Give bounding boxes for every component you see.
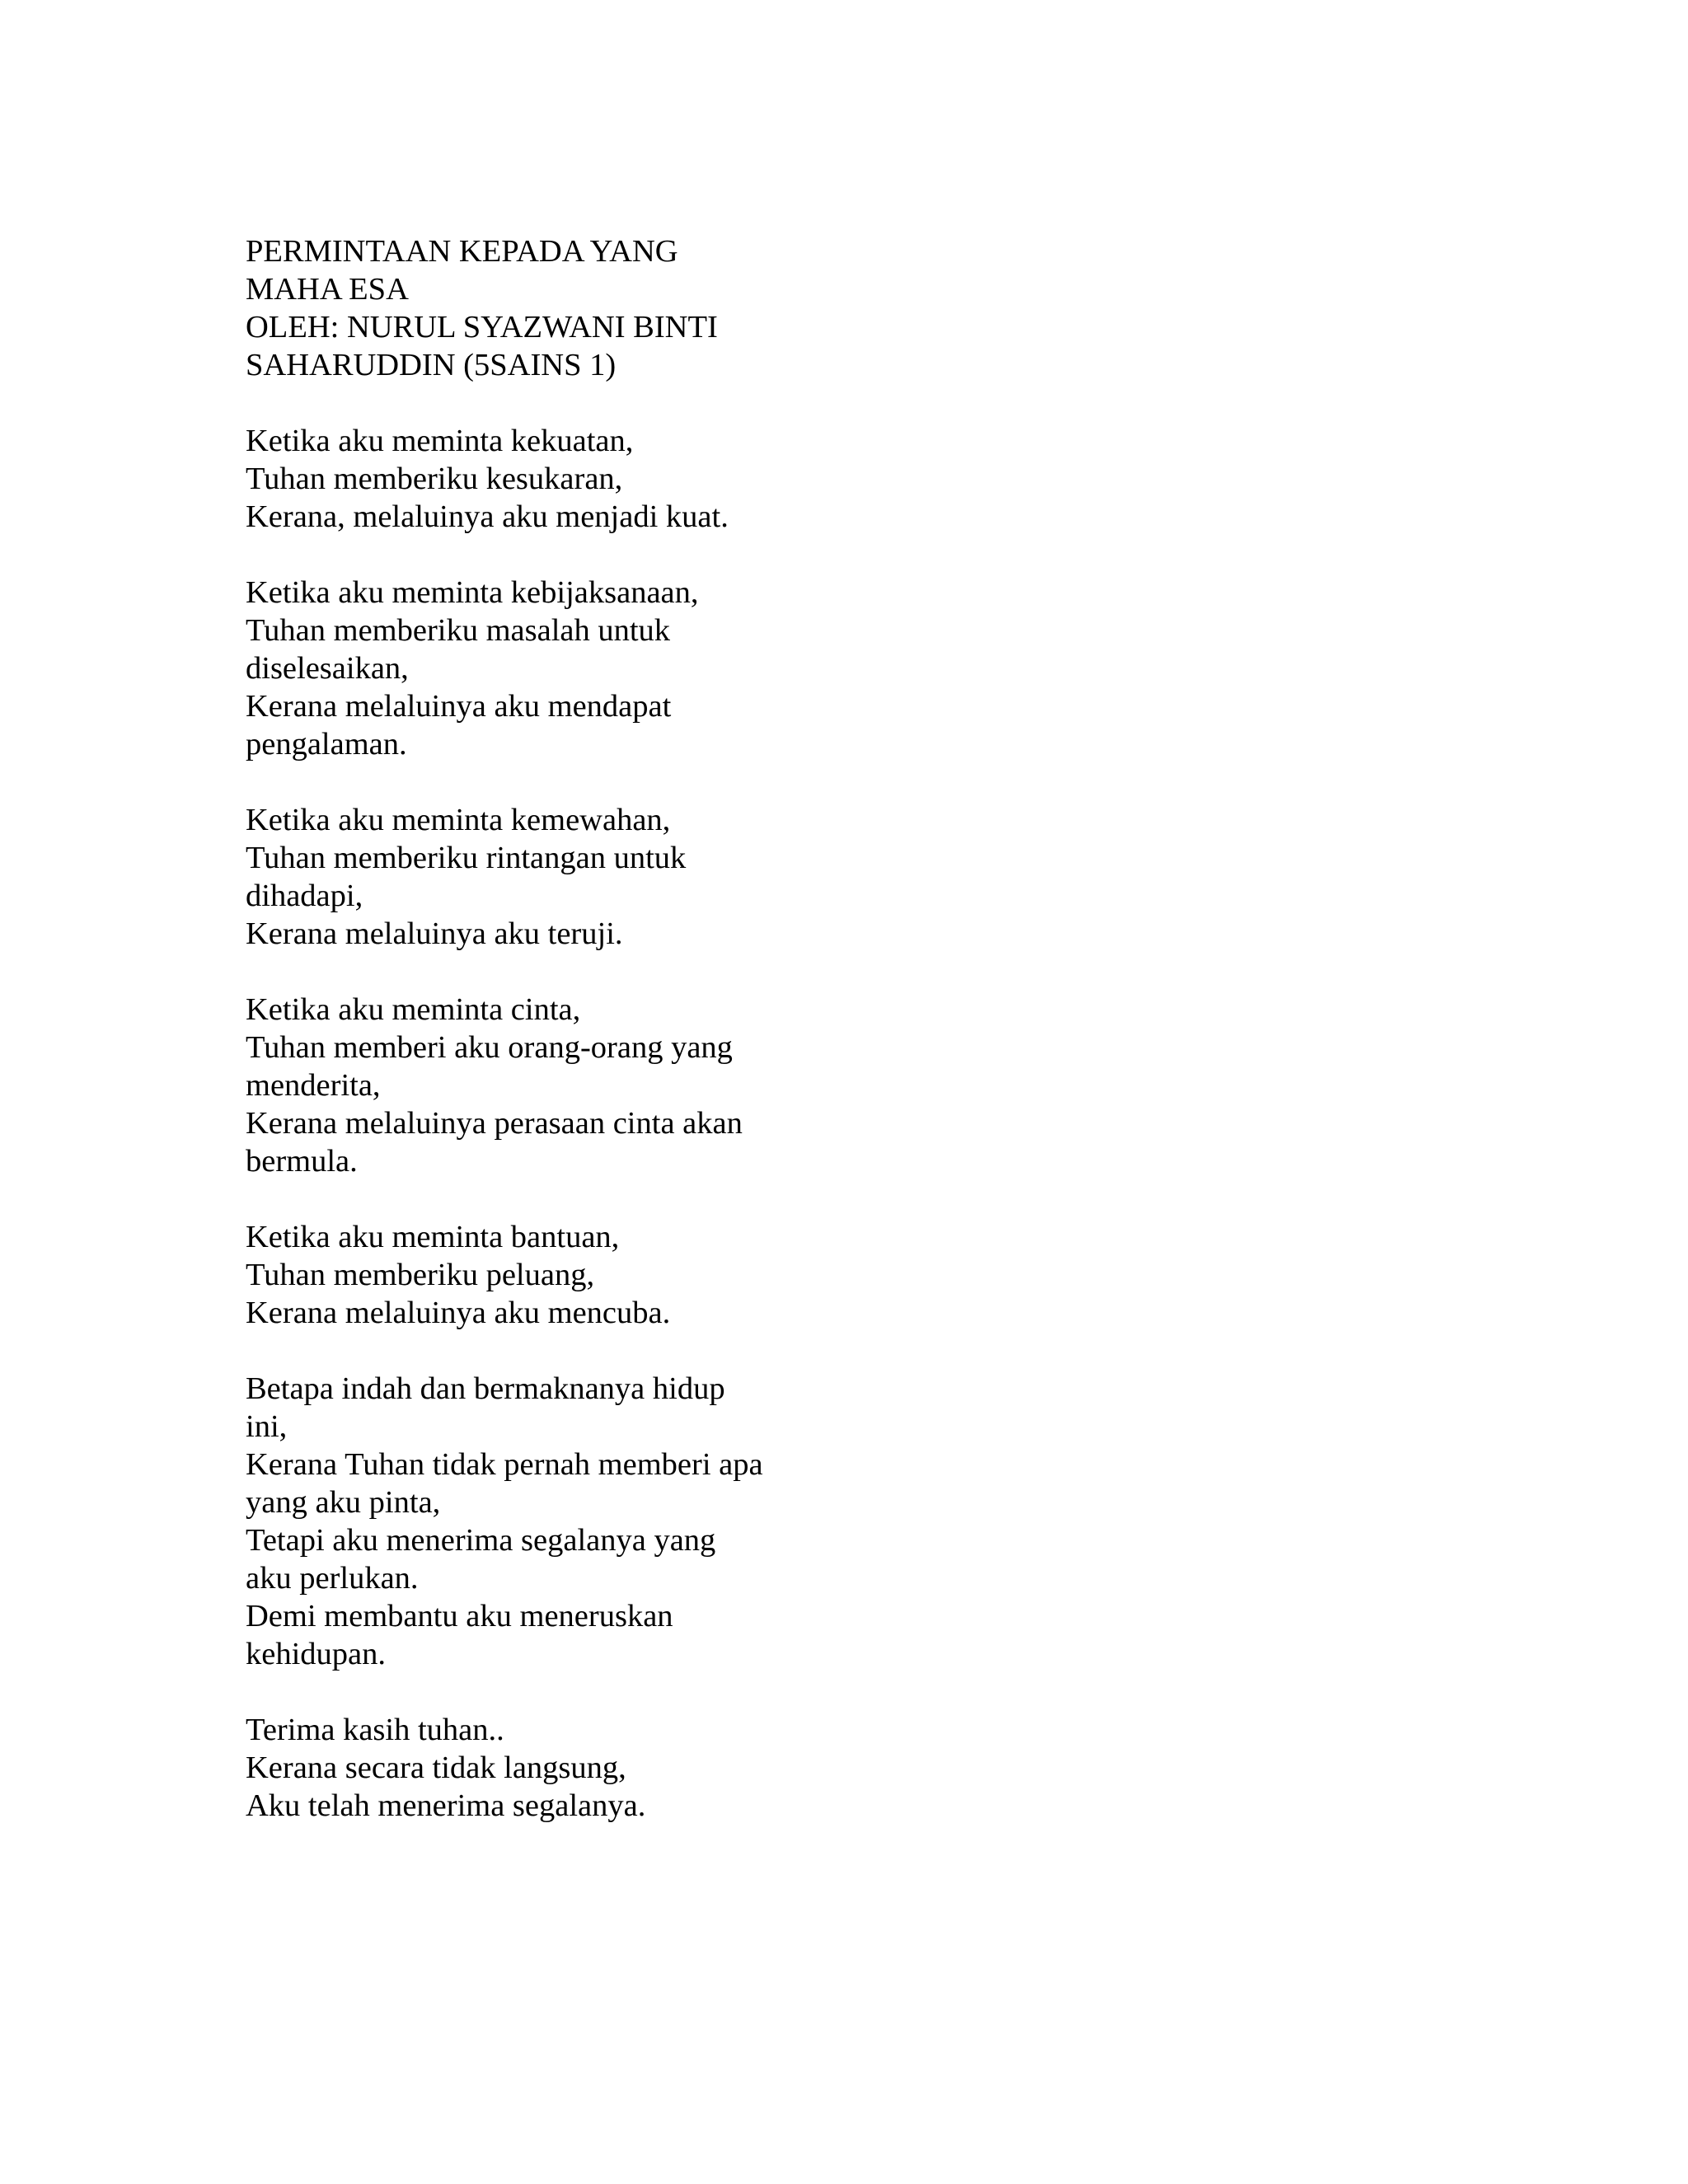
author-line: SAHARUDDIN (5SAINS 1): [246, 348, 617, 382]
author-line: OLEH: NURUL SYAZWANI BINTI: [246, 310, 718, 344]
stanza-line: Terima kasih tuhan..: [246, 1713, 504, 1747]
stanza-line: bermula.: [246, 1144, 358, 1179]
stanza-line: Tetapi aku menerima segalanya yang: [246, 1523, 716, 1558]
stanza: [246, 574, 823, 763]
stanza-line: pengalaman.: [246, 727, 407, 762]
stanza-line: Tuhan memberiku rintangan untuk: [246, 841, 687, 875]
title-line: MAHA ESA: [246, 272, 409, 307]
title-line: PERMINTAAN KEPADA YANG: [246, 234, 678, 269]
stanza-line: Ketika aku meminta bantuan,: [246, 1220, 620, 1254]
stanza-line: Tuhan memberiku masalah untuk: [246, 613, 671, 648]
stanza-line: Betapa indah dan bermaknanya hidup: [246, 1371, 725, 1406]
stanza-line: Kerana melaluinya aku mencuba.: [246, 1296, 671, 1330]
stanza-line: dihadapi,: [246, 879, 363, 913]
stanza: [246, 1218, 823, 1332]
stanza-line: kehidupan.: [246, 1637, 386, 1671]
stanza-line: Kerana Tuhan tidak pernah memberi apa: [246, 1447, 763, 1482]
stanza-line: Kerana melaluinya aku mendapat: [246, 689, 672, 724]
stanza-line: Tuhan memberiku peluang,: [246, 1258, 595, 1292]
stanza-line: menderita,: [246, 1068, 381, 1103]
stanza-line: Ketika aku meminta cinta,: [246, 992, 581, 1027]
stanza-line: Demi membantu aku meneruskan: [246, 1599, 673, 1633]
stanza-line: diselesaikan,: [246, 651, 409, 686]
stanza-line: aku perlukan.: [246, 1561, 419, 1596]
stanza: [246, 991, 823, 1180]
stanza-line: Tuhan memberiku kesukaran,: [246, 462, 623, 496]
stanza-line: Ketika aku meminta kebijaksanaan,: [246, 575, 699, 610]
poem-text: [246, 232, 823, 1863]
stanza-line: ini,: [246, 1409, 288, 1444]
stanza-line: Aku telah menerima segalanya.: [246, 1788, 646, 1823]
stanza-line: Kerana melaluinya perasaan cinta akan: [246, 1106, 743, 1141]
stanza-line: Ketika aku meminta kemewahan,: [246, 803, 671, 837]
stanza: [246, 1711, 823, 1825]
poem-header: [246, 232, 823, 384]
stanza-line: Kerana melaluinya aku teruji.: [246, 916, 623, 951]
stanza-line: Kerana, melaluinya aku menjadi kuat.: [246, 499, 729, 534]
stanza-line: Tuhan memberi aku orang-orang yang: [246, 1030, 733, 1065]
stanza: [246, 1370, 823, 1673]
stanza: [246, 422, 823, 536]
stanza: [246, 801, 823, 953]
stanza-line: Ketika aku meminta kekuatan,: [246, 424, 634, 458]
stanza-line: yang aku pinta,: [246, 1485, 441, 1520]
stanza-line: Kerana secara tidak langsung,: [246, 1750, 626, 1785]
